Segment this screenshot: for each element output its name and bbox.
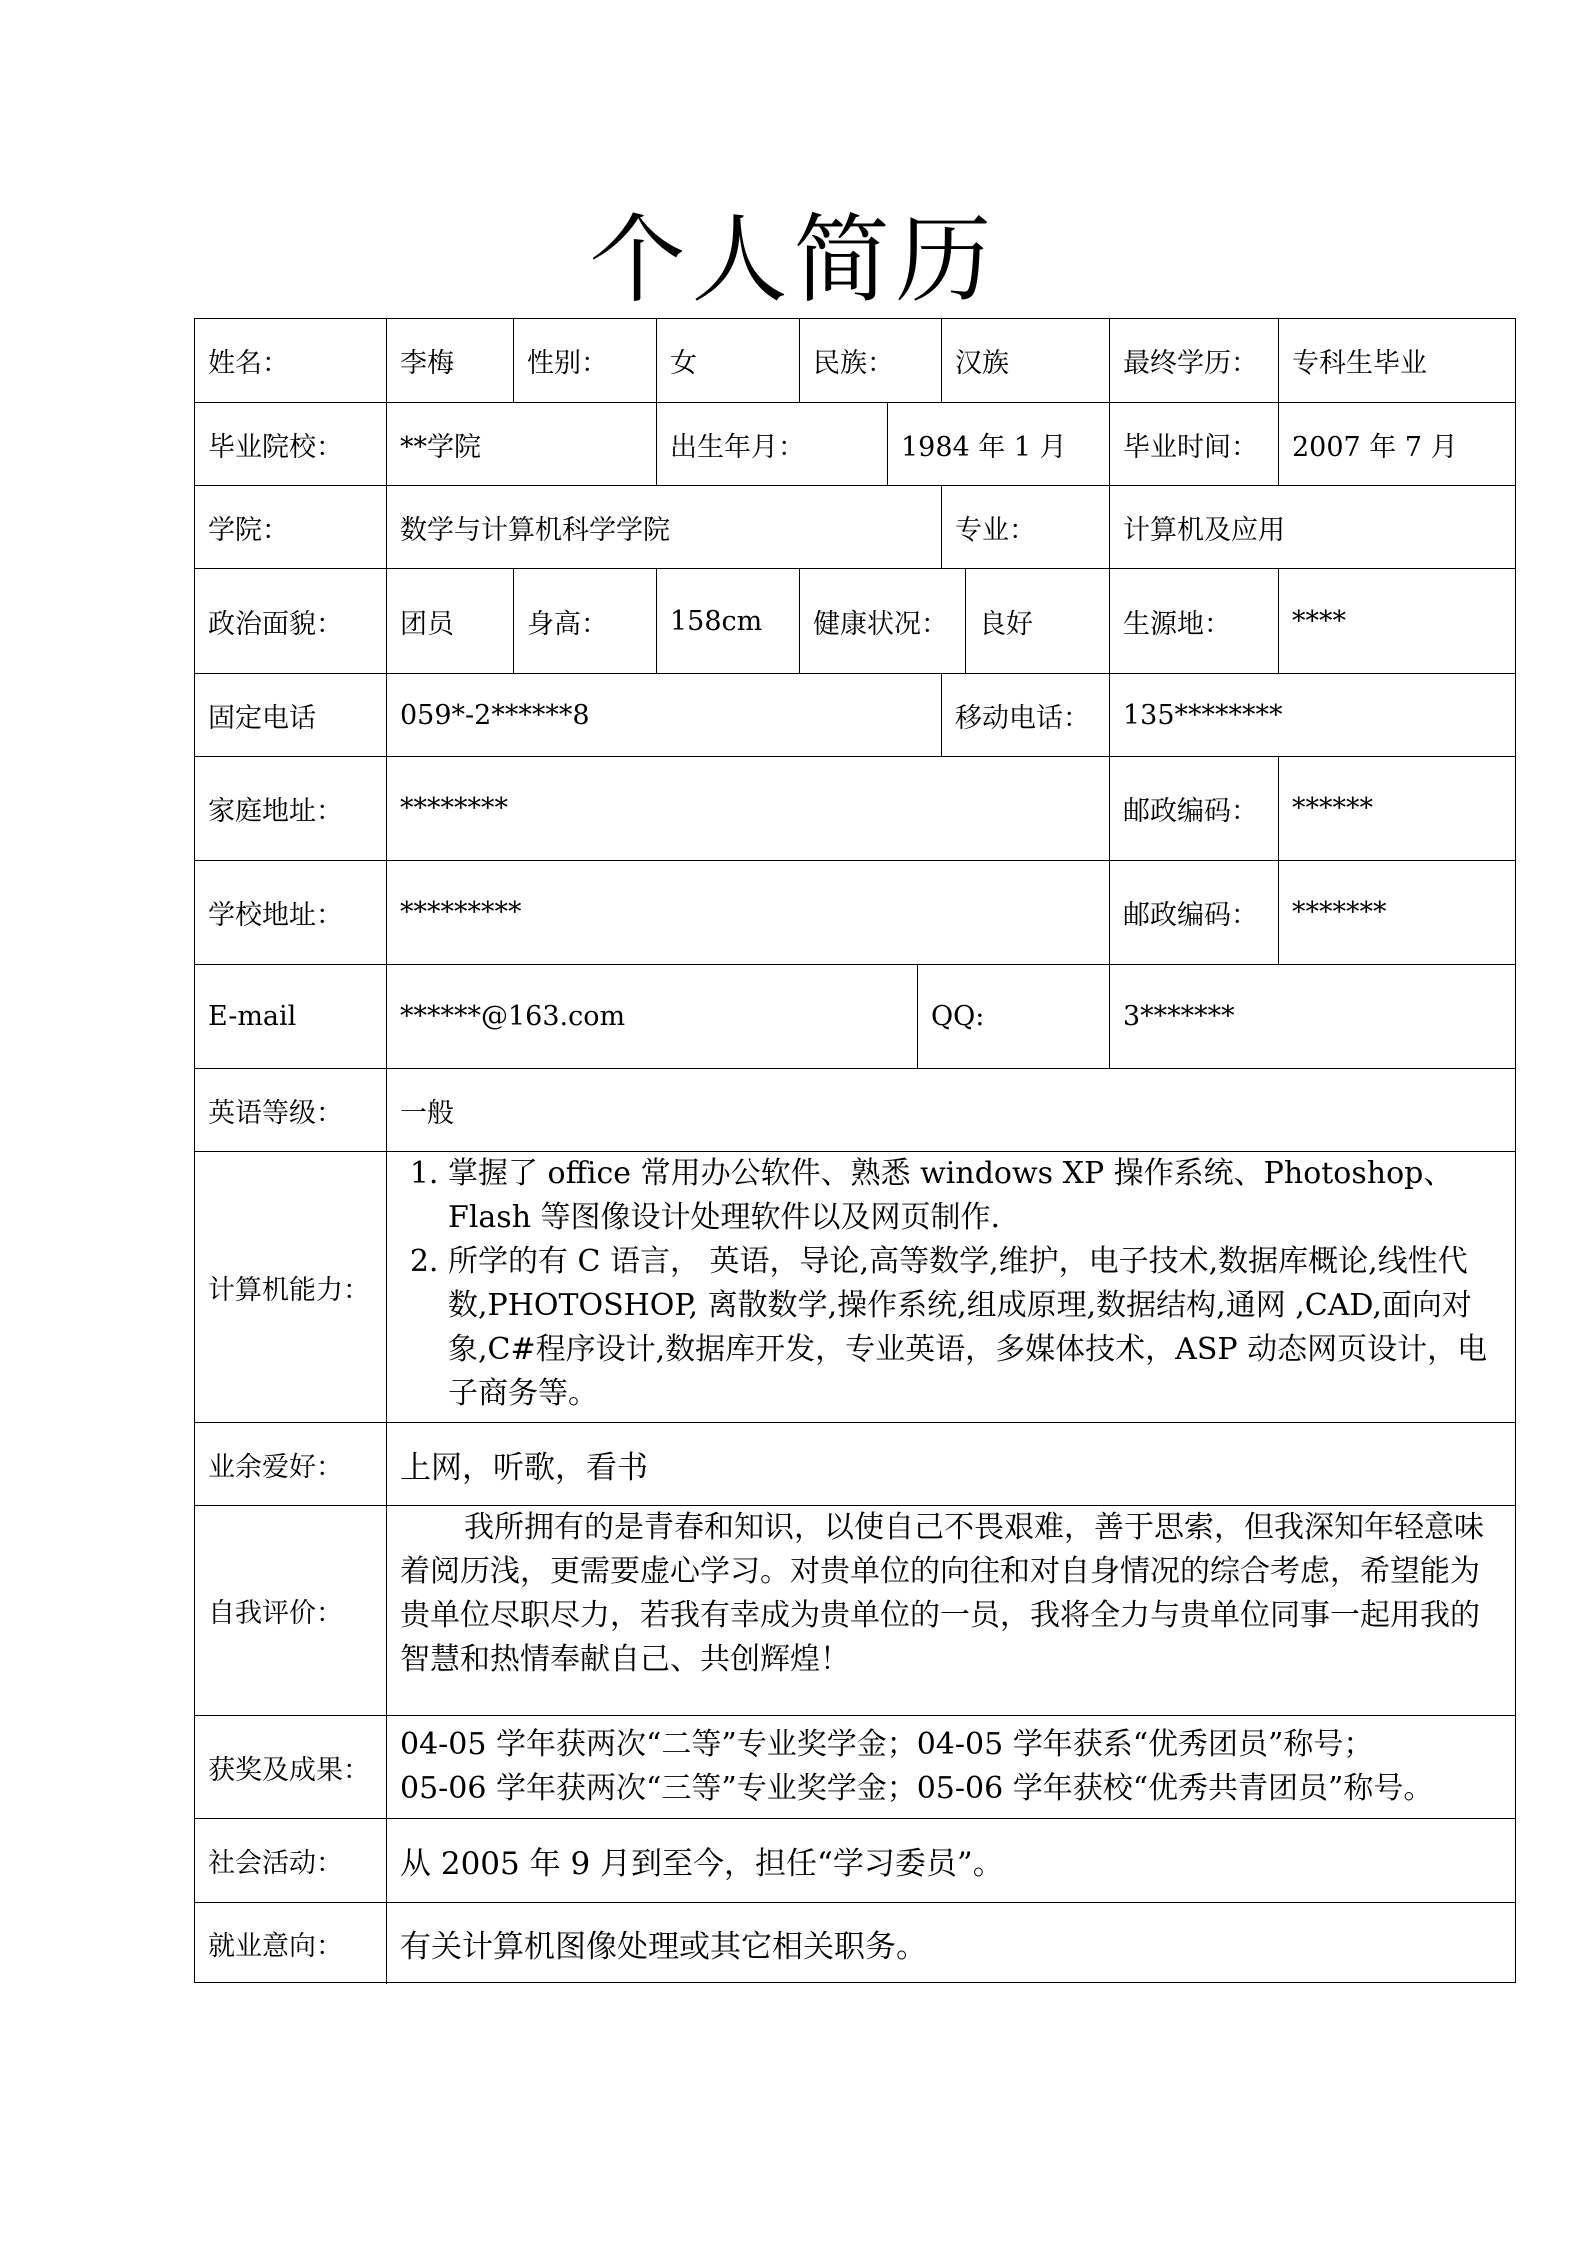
phone-value: 059*-2******8	[387, 674, 942, 756]
skills-value	[387, 1152, 1517, 1422]
english-label: 英语等级：	[195, 1069, 387, 1151]
row-college	[195, 486, 1515, 569]
gender-value: 女	[657, 319, 800, 402]
phone-label: 固定电话	[195, 674, 387, 756]
email-label: E-mail	[195, 965, 387, 1068]
grad-label: 毕业时间：	[1110, 403, 1279, 485]
email-value: ******@163.com	[387, 965, 918, 1068]
school-zip-label: 邮政编码：	[1110, 861, 1279, 964]
self-evaluation-text: 我所拥有的是青春和知识，以使自己不畏艰难，善于思索，但我深知年轻意味着阅历浅，更需要虚心学习。对贵单位的向往和对自身情况的综合考虑，希望能为贵单位尽职尽力，若我有幸成为贵单位的一员，我将全力与贵单位同事一起用我的智慧和热情奉献自己、共创辉煌！	[400, 1510, 1484, 1677]
page-title: 个人简历	[589, 204, 998, 316]
mobile-label: 移动电话：	[942, 674, 1110, 756]
health-label: 健康状况：	[800, 569, 966, 673]
school-label: 毕业院校：	[195, 403, 387, 485]
self-evaluation-cell	[387, 1506, 1517, 1715]
politics-value: 团员	[387, 569, 514, 673]
row-english	[195, 1069, 1515, 1152]
school-zip-value: *******	[1292, 897, 1387, 928]
skills-item: 1. 掌握了 office 常用办公软件、熟悉 windows XP 操作系统、Photoshop、Flash 等图像设计处理软件以及网页制作.	[448, 1152, 1504, 1240]
origin-value: ****	[1292, 605, 1346, 637]
row-phone	[195, 674, 1515, 757]
major-value: 计算机及应用	[1123, 514, 1285, 546]
name-value: 李梅	[387, 319, 514, 402]
birth-value: 1984 年 1 月	[888, 403, 1110, 485]
college-value: 数学与计算机科学学院	[387, 486, 942, 568]
resume-table	[194, 318, 1516, 1983]
grad-value: 2007 年 7 月	[1292, 431, 1458, 463]
home-address-value: ********	[387, 757, 1110, 860]
birth-label: 出生年月：	[657, 403, 888, 485]
row-personal	[195, 569, 1515, 674]
skills-item: 2. 所学的有 C 语言， 英语，导论,高等数学,维护，电子技术,数据库概论,线性代数,PHOTOSHOP, 离散数学,操作系统,组成原理,数据结构,通网 ,CAD,面向对象,C#程序设计,数据库开发，专业英语，多媒体技术，ASP 动态网页设计，电子商务等。	[448, 1240, 1504, 1416]
awards-label: 获奖及成果：	[195, 1716, 387, 1818]
english-value: 一般	[400, 1097, 454, 1129]
row-contact	[195, 965, 1515, 1069]
row-career	[195, 1903, 1515, 1984]
awards-text	[400, 1723, 1433, 1811]
home-zip-value: ******	[1292, 793, 1373, 824]
social-label: 社会活动：	[195, 1819, 387, 1902]
awards-line: 04-05 学年获两次“二等”专业奖学金；04-05 学年获系“优秀团员”称号；	[400, 1727, 1374, 1762]
career-value: 有关计算机图像处理或其它相关职务。	[400, 1929, 927, 1965]
school-address-label: 学校地址：	[195, 861, 387, 964]
health-value: 良好	[966, 569, 1110, 673]
skills-label: 计算机能力：	[195, 1152, 387, 1422]
school-address-value: *********	[387, 861, 1110, 964]
career-label: 就业意向：	[195, 1903, 387, 1984]
awards-line: 05-06 学年获两次“三等”专业奖学金；05-06 学年获校“优秀共青团员”称号。	[400, 1771, 1434, 1806]
mobile-value: 135********	[1123, 699, 1283, 731]
origin-label: 生源地：	[1110, 569, 1279, 673]
row-awards	[195, 1716, 1515, 1819]
ethnicity-value: 汉族	[942, 319, 1110, 402]
major-label: 专业：	[942, 486, 1110, 568]
awards-cell	[387, 1716, 1517, 1818]
hobby-value: 上网，听歌，看书	[400, 1449, 648, 1486]
row-self-evaluation	[195, 1506, 1515, 1716]
social-value: 从 2005 年 9 月到至今，担任“学习委员”。	[400, 1846, 1004, 1882]
row-hobby	[195, 1423, 1515, 1506]
row-basic	[195, 319, 1515, 403]
row-school-address	[195, 861, 1515, 965]
skills-list	[400, 1152, 1504, 1416]
college-label: 学院：	[195, 486, 387, 568]
height-label: 身高：	[514, 569, 657, 673]
home-address-label: 家庭地址：	[195, 757, 387, 860]
home-zip-label: 邮政编码：	[1110, 757, 1279, 860]
self-evaluation-label: 自我评价：	[195, 1506, 387, 1715]
ethnicity-label: 民族：	[800, 319, 942, 402]
qq-value: 3*******	[1123, 1001, 1235, 1032]
school-value: **学院	[387, 403, 657, 485]
politics-label: 政治面貌：	[195, 569, 387, 673]
education-label: 最终学历：	[1110, 319, 1279, 402]
qq-label: QQ:	[918, 965, 1110, 1068]
row-social	[195, 1819, 1515, 1903]
hobby-label: 业余爱好：	[195, 1423, 387, 1505]
gender-label: 性别：	[514, 319, 657, 402]
row-home-address	[195, 757, 1515, 861]
education-value: 专科生毕业	[1292, 348, 1427, 379]
row-school	[195, 403, 1515, 486]
name-label: 姓名：	[195, 319, 387, 402]
row-skills	[195, 1152, 1515, 1423]
height-value: 158cm	[657, 569, 800, 673]
